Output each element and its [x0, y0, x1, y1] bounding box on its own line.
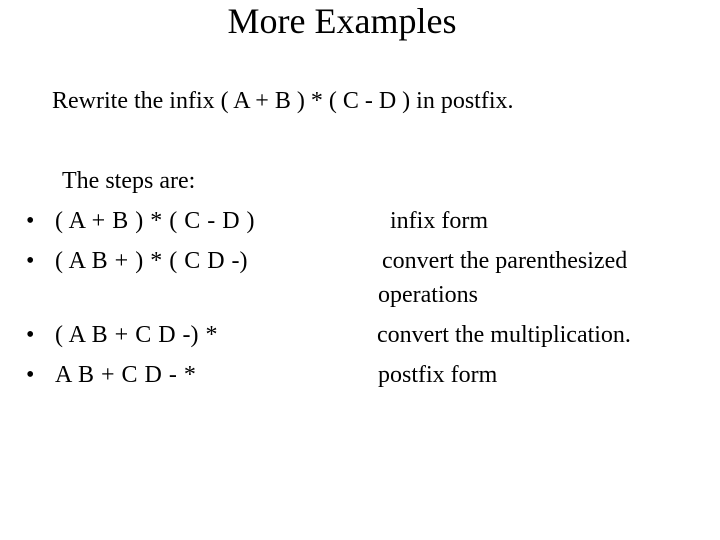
step-description-continued: operations [378, 282, 478, 308]
bullet-icon: • [26, 322, 35, 348]
bullet-icon: • [26, 208, 35, 234]
bullet-icon: • [26, 362, 35, 388]
step-expression: ( A + B ) * ( C - D ) [55, 208, 255, 234]
step-description: postfix form [378, 362, 498, 388]
step-description: convert the parenthesized [382, 248, 628, 274]
intro-text: Rewrite the infix ( A + B ) * ( C - D ) in postfix. [52, 88, 514, 114]
steps-heading: The steps are: [62, 168, 196, 194]
slide-title: More Examples [227, 1, 457, 41]
step-description: infix form [390, 208, 488, 234]
step-expression: ( A B + ) * ( C D -) [55, 248, 248, 274]
step-expression: A B + C D - * [55, 362, 196, 388]
step-description: convert the multiplication. [377, 322, 631, 348]
step-expression: ( A B + C D -) * [55, 322, 218, 348]
bullet-icon: • [26, 248, 35, 274]
